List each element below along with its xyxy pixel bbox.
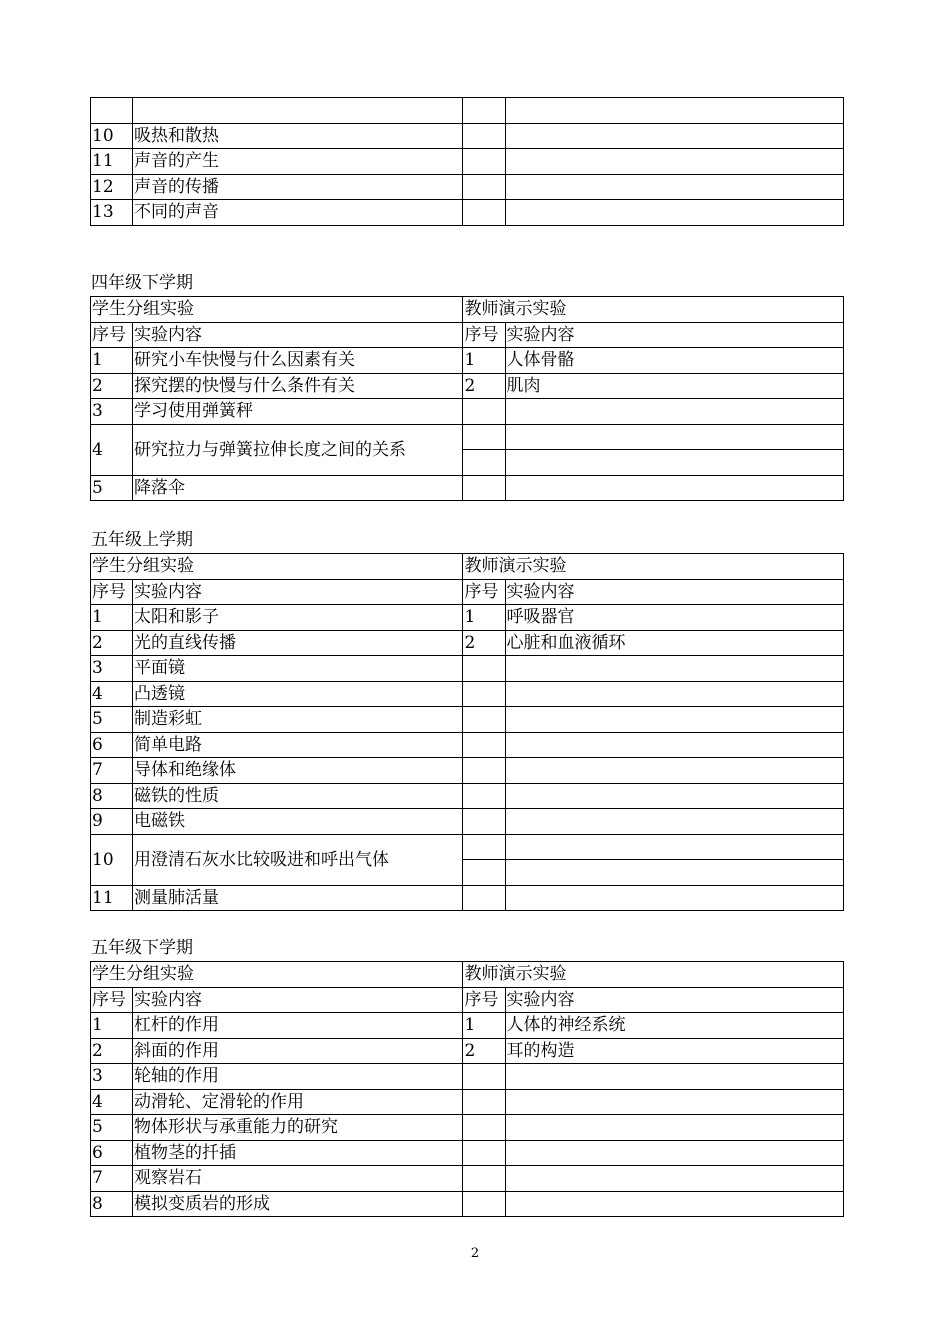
table-row bbox=[91, 630, 844, 656]
row-number-cell: 9 bbox=[91, 809, 133, 835]
row-number-cell: 5 bbox=[91, 707, 133, 733]
table-row bbox=[91, 373, 844, 399]
teacher-content-cell bbox=[505, 174, 843, 200]
teacher-content-cell bbox=[505, 783, 843, 809]
teacher-content-cell bbox=[505, 681, 843, 707]
table-row bbox=[91, 681, 844, 707]
column-header-content: 实验内容 bbox=[505, 322, 843, 348]
experiment-content-cell: 降落伞 bbox=[133, 475, 463, 501]
column-header-number: 序号 bbox=[463, 322, 505, 348]
table-row bbox=[91, 656, 844, 682]
experiment-content-cell: 动滑轮、定滑轮的作用 bbox=[133, 1089, 463, 1115]
table-row bbox=[91, 123, 844, 149]
teacher-content-cell: 耳的构造 bbox=[505, 1038, 843, 1064]
table-row bbox=[91, 605, 844, 631]
table-row bbox=[91, 1064, 844, 1090]
teacher-number-cell: 1 bbox=[463, 605, 505, 631]
teacher-number-cell bbox=[463, 174, 505, 200]
row-number-cell: 6 bbox=[91, 732, 133, 758]
column-header-content: 实验内容 bbox=[133, 322, 463, 348]
teacher-group-header: 教师演示实验 bbox=[463, 554, 844, 580]
table-row bbox=[91, 1140, 844, 1166]
experiment-content-cell: 凸透镜 bbox=[133, 681, 463, 707]
section-title: 五年级下学期 bbox=[91, 938, 193, 958]
teacher-content-cell bbox=[505, 149, 843, 175]
row-number-cell: 3 bbox=[91, 1064, 133, 1090]
experiment-content-cell: 模拟变质岩的形成 bbox=[133, 1191, 463, 1217]
row-number-cell: 4 bbox=[91, 424, 133, 475]
row-number-cell: 10 bbox=[91, 834, 133, 885]
experiment-content-cell: 吸热和散热 bbox=[133, 123, 463, 149]
table-row bbox=[91, 322, 844, 348]
teacher-content-cell bbox=[505, 885, 843, 911]
table-row bbox=[91, 1115, 844, 1141]
row-number-cell: 11 bbox=[91, 885, 133, 911]
experiment-content-cell: 杠杆的作用 bbox=[133, 1013, 463, 1039]
teacher-number-cell bbox=[463, 1166, 505, 1192]
row-number-cell: 8 bbox=[91, 783, 133, 809]
experiment-content-cell: 平面镜 bbox=[133, 656, 463, 682]
row-number-cell: 5 bbox=[91, 1115, 133, 1141]
teacher-number-cell: 1 bbox=[463, 348, 505, 374]
teacher-content-cell bbox=[505, 656, 843, 682]
teacher-number-cell bbox=[463, 681, 505, 707]
table-row bbox=[91, 1191, 844, 1217]
experiment-content-cell: 电磁铁 bbox=[133, 809, 463, 835]
teacher-content-cell bbox=[505, 1191, 843, 1217]
teacher-content-cell bbox=[505, 98, 843, 124]
experiment-content-cell: 不同的声音 bbox=[133, 200, 463, 226]
teacher-content-cell bbox=[505, 860, 843, 886]
column-header-number: 序号 bbox=[91, 322, 133, 348]
experiments-table bbox=[90, 553, 844, 911]
table-row bbox=[91, 707, 844, 733]
section-table-container bbox=[90, 961, 844, 1217]
table-row bbox=[91, 987, 844, 1013]
experiment-content-cell: 探究摆的快慢与什么条件有关 bbox=[133, 373, 463, 399]
experiment-content-cell: 太阳和影子 bbox=[133, 605, 463, 631]
experiment-content-cell: 测量肺活量 bbox=[133, 885, 463, 911]
table-row bbox=[91, 348, 844, 374]
teacher-content-cell: 心脏和血液循环 bbox=[505, 630, 843, 656]
experiment-content-cell: 研究拉力与弹簧拉伸长度之间的关系 bbox=[133, 424, 463, 475]
experiment-content-cell: 用澄清石灰水比较吸进和呼出气体 bbox=[133, 834, 463, 885]
experiment-content-cell: 植物茎的扦插 bbox=[133, 1140, 463, 1166]
section-table-container bbox=[90, 553, 844, 911]
table-row bbox=[91, 98, 844, 124]
teacher-content-cell bbox=[505, 475, 843, 501]
teacher-content-cell bbox=[505, 1064, 843, 1090]
row-number-cell: 2 bbox=[91, 1038, 133, 1064]
column-header-number: 序号 bbox=[91, 987, 133, 1013]
teacher-number-cell bbox=[463, 98, 505, 124]
teacher-content-cell bbox=[505, 707, 843, 733]
table-row bbox=[91, 962, 844, 988]
row-number-cell: 4 bbox=[91, 1089, 133, 1115]
row-number-cell: 2 bbox=[91, 630, 133, 656]
teacher-number-cell bbox=[463, 123, 505, 149]
row-number-cell: 1 bbox=[91, 1013, 133, 1039]
experiment-content-cell: 斜面的作用 bbox=[133, 1038, 463, 1064]
experiment-content-cell: 制造彩虹 bbox=[133, 707, 463, 733]
teacher-number-cell bbox=[463, 834, 505, 860]
table-row bbox=[91, 834, 844, 860]
teacher-number-cell: 2 bbox=[463, 373, 505, 399]
teacher-number-cell bbox=[463, 860, 505, 886]
row-number-cell: 4 bbox=[91, 681, 133, 707]
teacher-content-cell bbox=[505, 1115, 843, 1141]
teacher-content-cell bbox=[505, 1089, 843, 1115]
teacher-number-cell bbox=[463, 475, 505, 501]
teacher-number-cell bbox=[463, 707, 505, 733]
teacher-content-cell bbox=[505, 1140, 843, 1166]
continued-table bbox=[90, 97, 844, 226]
table-row bbox=[91, 1166, 844, 1192]
experiment-content-cell: 声音的传播 bbox=[133, 174, 463, 200]
table-row bbox=[91, 885, 844, 911]
row-number-cell: 2 bbox=[91, 373, 133, 399]
teacher-number-cell bbox=[463, 399, 505, 425]
teacher-number-cell bbox=[463, 758, 505, 784]
experiment-content-cell: 物体形状与承重能力的研究 bbox=[133, 1115, 463, 1141]
experiment-content-cell: 导体和绝缘体 bbox=[133, 758, 463, 784]
teacher-content-cell bbox=[505, 732, 843, 758]
teacher-content-cell bbox=[505, 424, 843, 450]
table-row bbox=[91, 149, 844, 175]
teacher-number-cell bbox=[463, 450, 505, 476]
teacher-number-cell bbox=[463, 1089, 505, 1115]
column-header-content: 实验内容 bbox=[133, 579, 463, 605]
experiment-content-cell: 磁铁的性质 bbox=[133, 783, 463, 809]
teacher-number-cell: 2 bbox=[463, 630, 505, 656]
teacher-content-cell bbox=[505, 1166, 843, 1192]
teacher-content-cell: 人体的神经系统 bbox=[505, 1013, 843, 1039]
teacher-group-header: 教师演示实验 bbox=[463, 962, 844, 988]
table-row bbox=[91, 554, 844, 580]
experiments-table bbox=[90, 296, 844, 501]
column-header-content: 实验内容 bbox=[133, 987, 463, 1013]
table-row bbox=[91, 1089, 844, 1115]
teacher-content-cell: 人体骨骼 bbox=[505, 348, 843, 374]
column-header-number: 序号 bbox=[463, 987, 505, 1013]
column-header-number: 序号 bbox=[463, 579, 505, 605]
table-row bbox=[91, 579, 844, 605]
row-number-cell: 7 bbox=[91, 1166, 133, 1192]
table-row bbox=[91, 424, 844, 450]
teacher-number-cell bbox=[463, 809, 505, 835]
table-row bbox=[91, 174, 844, 200]
teacher-content-cell bbox=[505, 834, 843, 860]
experiment-content-cell: 研究小车快慢与什么因素有关 bbox=[133, 348, 463, 374]
column-header-content: 实验内容 bbox=[505, 987, 843, 1013]
teacher-number-cell bbox=[463, 1191, 505, 1217]
row-number-cell: 8 bbox=[91, 1191, 133, 1217]
student-group-header: 学生分组实验 bbox=[91, 962, 463, 988]
teacher-number-cell bbox=[463, 885, 505, 911]
row-number-cell bbox=[91, 98, 133, 124]
row-number-cell: 3 bbox=[91, 399, 133, 425]
column-header-content: 实验内容 bbox=[505, 579, 843, 605]
teacher-number-cell bbox=[463, 783, 505, 809]
row-number-cell: 12 bbox=[91, 174, 133, 200]
teacher-number-cell bbox=[463, 656, 505, 682]
row-number-cell: 10 bbox=[91, 123, 133, 149]
row-number-cell: 13 bbox=[91, 200, 133, 226]
table-row bbox=[91, 399, 844, 425]
row-number-cell: 3 bbox=[91, 656, 133, 682]
teacher-content-cell bbox=[505, 809, 843, 835]
section-title: 五年级上学期 bbox=[91, 530, 193, 550]
row-number-cell: 1 bbox=[91, 605, 133, 631]
experiment-content-cell: 声音的产生 bbox=[133, 149, 463, 175]
teacher-number-cell bbox=[463, 1140, 505, 1166]
experiment-content-cell: 学习使用弹簧秤 bbox=[133, 399, 463, 425]
row-number-cell: 1 bbox=[91, 348, 133, 374]
experiment-content-cell: 观察岩石 bbox=[133, 1166, 463, 1192]
top-table-container bbox=[90, 97, 844, 226]
column-header-number: 序号 bbox=[91, 579, 133, 605]
table-row bbox=[91, 200, 844, 226]
table-row bbox=[91, 475, 844, 501]
section-title: 四年级下学期 bbox=[91, 273, 193, 293]
table-row bbox=[91, 809, 844, 835]
teacher-number-cell: 1 bbox=[463, 1013, 505, 1039]
teacher-content-cell: 肌肉 bbox=[505, 373, 843, 399]
page-number: 2 bbox=[470, 1246, 480, 1261]
teacher-group-header: 教师演示实验 bbox=[463, 297, 844, 323]
row-number-cell: 11 bbox=[91, 149, 133, 175]
teacher-number-cell bbox=[463, 1115, 505, 1141]
teacher-number-cell bbox=[463, 424, 505, 450]
teacher-number-cell bbox=[463, 732, 505, 758]
experiment-content-cell: 光的直线传播 bbox=[133, 630, 463, 656]
table-row bbox=[91, 1038, 844, 1064]
teacher-content-cell bbox=[505, 123, 843, 149]
teacher-number-cell bbox=[463, 149, 505, 175]
teacher-number-cell: 2 bbox=[463, 1038, 505, 1064]
table-row bbox=[91, 783, 844, 809]
row-number-cell: 6 bbox=[91, 1140, 133, 1166]
experiment-content-cell: 轮轴的作用 bbox=[133, 1064, 463, 1090]
experiment-content-cell bbox=[133, 98, 463, 124]
teacher-number-cell bbox=[463, 200, 505, 226]
experiments-table bbox=[90, 961, 844, 1217]
teacher-number-cell bbox=[463, 1064, 505, 1090]
row-number-cell: 5 bbox=[91, 475, 133, 501]
teacher-content-cell bbox=[505, 399, 843, 425]
table-row bbox=[91, 1013, 844, 1039]
teacher-content-cell bbox=[505, 758, 843, 784]
student-group-header: 学生分组实验 bbox=[91, 297, 463, 323]
table-row bbox=[91, 732, 844, 758]
experiment-content-cell: 简单电路 bbox=[133, 732, 463, 758]
teacher-content-cell bbox=[505, 200, 843, 226]
section-table-container bbox=[90, 296, 844, 501]
student-group-header: 学生分组实验 bbox=[91, 554, 463, 580]
teacher-content-cell: 呼吸器官 bbox=[505, 605, 843, 631]
row-number-cell: 7 bbox=[91, 758, 133, 784]
table-row bbox=[91, 758, 844, 784]
table-row bbox=[91, 297, 844, 323]
teacher-content-cell bbox=[505, 450, 843, 476]
